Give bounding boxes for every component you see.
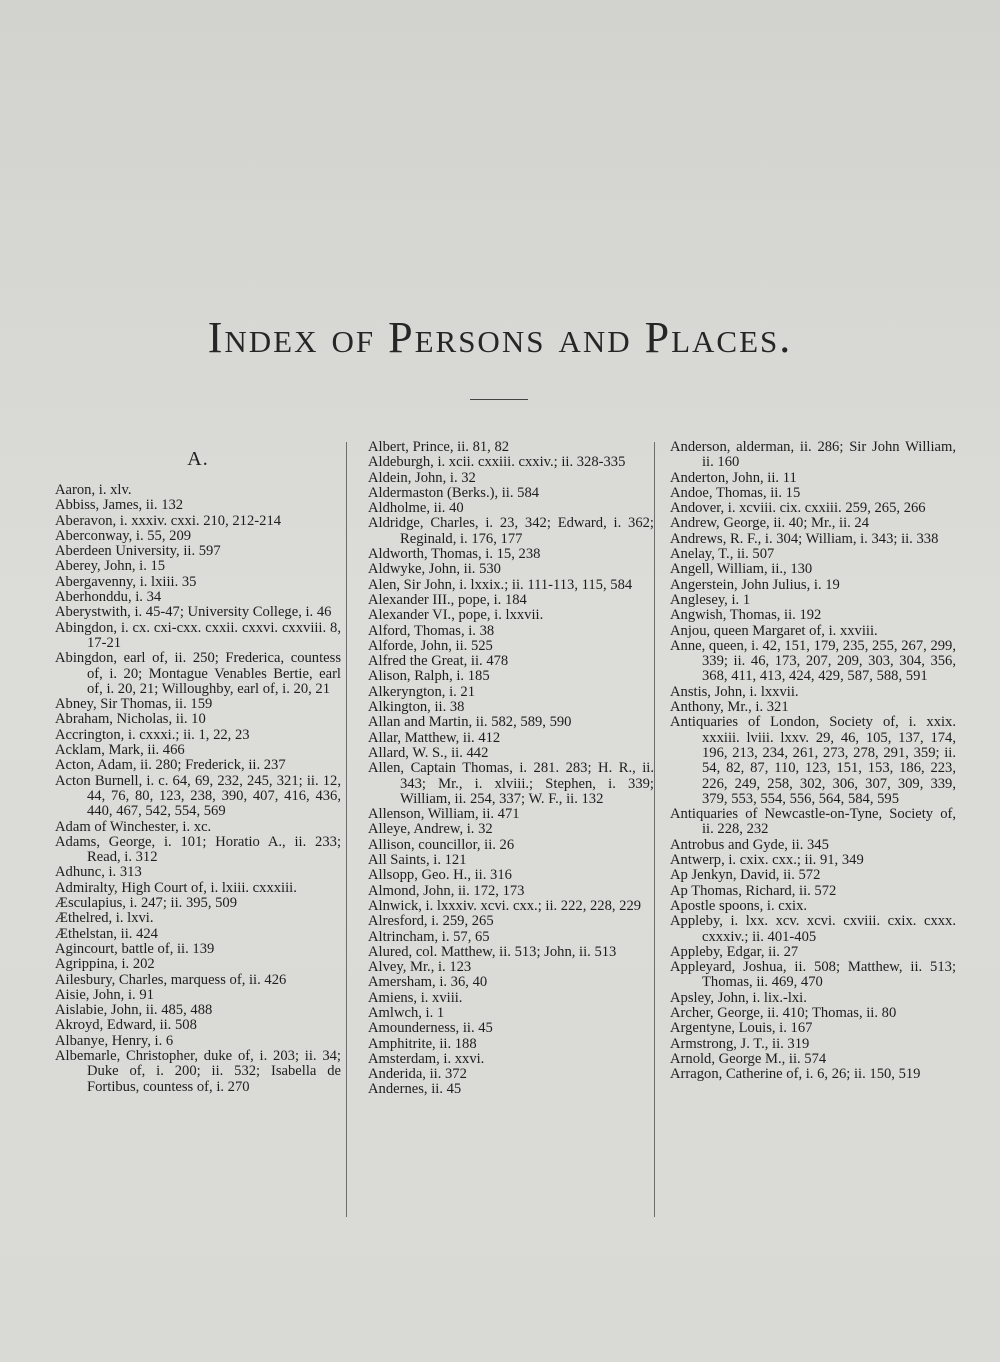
- index-entry: Alexander III., pope, i. 184: [368, 591, 527, 608]
- index-entry: Andernes, ii. 45: [368, 1081, 462, 1098]
- entry-list: [670, 440, 956, 1082]
- column-divider: [346, 442, 347, 1217]
- index-entry: Akroyd, Edward, ii. 508: [55, 1017, 197, 1034]
- index-entry: Abingdon, earl of, ii. 250; Frederica, countess of, i. 20; Montague Venables Bertie, earl of, i. 20, 21; Willoughby, earl of, i. 20, 21: [55, 650, 341, 697]
- index-entry: Abergavenny, i. lxiii. 35: [55, 573, 197, 590]
- index-entry: Alresford, i. 259, 265: [368, 913, 494, 930]
- index-entry: Alfred the Great, ii. 478: [368, 653, 509, 670]
- index-entry: Abbiss, James, ii. 132: [55, 497, 184, 514]
- index-entry: Aberconway, i. 55, 209: [55, 527, 192, 544]
- index-entry: Aaron, i. xlv.: [55, 482, 132, 498]
- index-entry: Amphitrite, ii. 188: [368, 1035, 477, 1052]
- index-entry: Angerstein, John Julius, i. 19: [670, 576, 840, 593]
- index-entry: Amsterdam, i. xxvi.: [368, 1050, 485, 1067]
- index-entry: Armstrong, J. T., ii. 319: [670, 1035, 810, 1052]
- index-entry: Albemarle, Christopher, duke of, i. 203; ii. 34; Duke of, i. 200; ii. 532; Isabella de Fortibus, countess of, i. 270: [55, 1047, 341, 1095]
- index-entry: Angell, William, ii., 130: [670, 561, 813, 578]
- index-entry: Allison, councillor, ii. 26: [368, 836, 515, 853]
- index-entry: All Saints, i. 121: [368, 852, 467, 869]
- index-entry: Antwerp, i. cxix. cxx.; ii. 91, 349: [670, 852, 864, 869]
- entry-list: [55, 483, 341, 1095]
- index-entry: Albert, Prince, ii. 81, 82: [368, 439, 510, 455]
- page-title: Index of Persons and Places.: [207, 313, 793, 362]
- index-entry: Aberhonddu, i. 34: [55, 589, 162, 606]
- index-entry: Amiens, i. xviii.: [368, 989, 463, 1006]
- index-entry: Antiquaries of Newcastle-on-Tyne, Society of, ii. 228, 232: [670, 806, 956, 838]
- index-entry: Aberystwith, i. 45-47; University College, i. 46: [55, 604, 332, 621]
- index-entry: Andover, i. xcviii. cix. cxxiii. 259, 265, 266: [670, 500, 926, 517]
- index-entry: Alvey, Mr., i. 123: [368, 959, 472, 976]
- index-entry: Andrew, George, ii. 40; Mr., ii. 24: [670, 515, 870, 532]
- index-column-1: [55, 440, 341, 1095]
- index-entry: Apsley, John, i. lix.-lxi.: [670, 989, 807, 1006]
- index-entry: Adams, George, i. 101; Horatio A., ii. 233; Read, i. 312: [55, 833, 341, 866]
- index-entry: Allar, Matthew, ii. 412: [368, 729, 501, 746]
- index-entry: Aisie, John, i. 91: [55, 986, 154, 1003]
- index-column-2: [368, 440, 654, 1098]
- index-entry: Allenson, William, ii. 471: [368, 806, 520, 823]
- index-entry: Aldworth, Thomas, i. 15, 238: [368, 546, 541, 563]
- index-entry: Amlwch, i. 1: [368, 1004, 445, 1021]
- index-entry: Ap Jenkyn, David, ii. 572: [670, 867, 821, 884]
- index-entry: Æthelred, i. lxvi.: [55, 910, 154, 927]
- index-entry: Archer, George, ii. 410; Thomas, ii. 80: [670, 1004, 897, 1021]
- index-entry: Alen, Sir John, i. lxxix.; ii. 111-113, 115, 584: [368, 576, 633, 593]
- index-entry: Arragon, Catherine of, i. 6, 26; ii. 150, 519: [670, 1066, 921, 1083]
- index-entry: Allen, Captain Thomas, i. 281. 283; H. R., ii. 343; Mr., i. xlviii.; Stephen, i. 339; William, ii. 254, 337; W. F., ii. 132: [368, 760, 654, 807]
- index-entry: Appleby, i. lxx. xcv. xcvi. cxviii. cxix. cxxx. cxxxiv.; ii. 401-405: [670, 913, 956, 945]
- index-entry: Allsopp, Geo. H., ii. 316: [368, 867, 512, 884]
- index-entry: Anthony, Mr., i. 321: [670, 699, 789, 716]
- index-entry: Aldermaston (Berks.), ii. 584: [368, 484, 540, 501]
- index-entry: Andrews, R. F., i. 304; William, i. 343; ii. 338: [670, 530, 939, 547]
- index-entry: Aislabie, John, ii. 485, 488: [55, 1002, 213, 1019]
- index-entry: Aldeburgh, i. xcii. cxxiii. cxxiv.; ii. 328-335: [368, 454, 626, 471]
- index-entry: Alford, Thomas, i. 38: [368, 622, 495, 639]
- index-entry: Aberey, John, i. 15: [55, 558, 166, 575]
- index-entry: Anne, queen, i. 42, 151, 179, 235, 255, 267, 299, 339; ii. 46, 173, 207, 209, 303, 304, 356, 368, 411, 413, 424, 429, 587, 588, 591: [670, 637, 956, 685]
- index-entry: Æsculapius, i. 247; ii. 395, 509: [55, 895, 238, 912]
- index-entry: Alleye, Andrew, i. 32: [368, 821, 493, 838]
- index-entry: Æthelstan, ii. 424: [55, 925, 158, 942]
- index-entry: Antiquaries of London, Society of, i. xxix. xxxiii. lviii. lxxv. 29, 46, 105, 137, 174, 196, 213, 234, 261, 273, 278, 291, 359; ii. 54, 82, 87, 110, 123, 151, 153, 186, 223, 226, 249, 258, 302, 306, 307, 309, 339, 379, 553, 554, 556, 564, 584, 595: [670, 714, 956, 807]
- index-entry: Arnold, George M., ii. 574: [670, 1050, 827, 1067]
- index-entry: Anstis, John, i. lxxvii.: [670, 683, 799, 700]
- index-entry: Alkington, ii. 38: [368, 699, 465, 716]
- entry-list: [368, 440, 654, 1098]
- index-entry: Allan and Martin, ii. 582, 589, 590: [368, 714, 572, 731]
- index-entry: Appleyard, Joshua, ii. 508; Matthew, ii. 513; Thomas, ii. 469, 470: [670, 959, 956, 991]
- index-entry: Anelay, T., ii. 507: [670, 546, 775, 563]
- index-entry: Alforde, John, ii. 525: [368, 637, 493, 654]
- index-entry: Alnwick, i. lxxxiv. xcvi. cxx.; ii. 222, 228, 229: [368, 897, 642, 914]
- index-entry: Andoe, Thomas, ii. 15: [670, 484, 801, 501]
- index-entry: Alkeryngton, i. 21: [368, 683, 476, 700]
- index-entry: Acklam, Mark, ii. 466: [55, 742, 185, 759]
- column-divider: [654, 442, 655, 1217]
- index-entry: Accrington, i. cxxxi.; ii. 1, 22, 23: [55, 726, 250, 743]
- index-column-3: [670, 440, 956, 1082]
- index-entry: Altrincham, i. 57, 65: [368, 928, 490, 945]
- index-entry: Angwish, Thomas, ii. 192: [670, 607, 822, 624]
- index-entry: Amounderness, ii. 45: [368, 1020, 493, 1037]
- section-letter: A.: [187, 448, 209, 470]
- index-entry: Abraham, Nicholas, ii. 10: [55, 711, 206, 728]
- index-entry: Anderson, alderman, ii. 286; Sir John William, ii. 160: [670, 439, 956, 471]
- title-divider: [470, 399, 528, 400]
- index-entry: Abingdon, i. cx. cxi-cxx. cxxii. cxxvi. cxxviii. 8, 17-21: [55, 619, 341, 651]
- index-entry: Anderton, John, ii. 11: [670, 469, 797, 486]
- index-entry: Aldwyke, John, ii. 530: [368, 561, 501, 578]
- index-entry: Allard, W. S., ii. 442: [368, 744, 489, 761]
- index-entry: Adam of Winchester, i. xc.: [55, 818, 212, 835]
- index-entry: Aldholme, ii. 40: [368, 500, 464, 517]
- index-entry: Argentyne, Louis, i. 167: [670, 1020, 813, 1037]
- index-entry: Albanye, Henry, i. 6: [55, 1032, 174, 1049]
- index-entry: Almond, John, ii. 172, 173: [368, 882, 525, 899]
- index-entry: Anderida, ii. 372: [368, 1066, 467, 1083]
- index-entry: Aldein, John, i. 32: [368, 469, 476, 486]
- index-entry: Appleby, Edgar, ii. 27: [670, 943, 799, 960]
- index-entry: Adhunc, i. 313: [55, 864, 142, 881]
- index-entry: Alison, Ralph, i. 185: [368, 668, 490, 685]
- index-entry: Acton, Adam, ii. 280; Frederick, ii. 237: [55, 757, 286, 774]
- index-entry: Agrippina, i. 202: [55, 956, 155, 973]
- index-entry: Aberavon, i. xxxiv. cxxi. 210, 212-214: [55, 512, 282, 529]
- index-entry: Antrobus and Gyde, ii. 345: [670, 836, 829, 853]
- index-entry: Anglesey, i. 1: [670, 591, 751, 608]
- index-entry: Admiralty, High Court of, i. lxiii. cxxxiii.: [55, 879, 297, 896]
- index-entry: Alexander VI., pope, i. lxxvii.: [368, 607, 544, 624]
- index-entry: Anjou, queen Margaret of, i. xxviii.: [670, 622, 878, 639]
- index-entry: Ailesbury, Charles, marquess of, ii. 426: [55, 971, 287, 988]
- index-entry: Abney, Sir Thomas, ii. 159: [55, 696, 213, 713]
- index-entry: Aldridge, Charles, i. 23, 342; Edward, i. 362; Reginald, i. 176, 177: [368, 515, 654, 547]
- index-entry: Amersham, i. 36, 40: [368, 974, 488, 991]
- index-entry: Alured, col. Matthew, ii. 513; John, ii. 513: [368, 943, 617, 960]
- index-entry: Aberdeen University, ii. 597: [55, 543, 221, 560]
- index-entry: Acton Burnell, i. c. 64, 69, 232, 245, 321; ii. 12, 44, 76, 80, 123, 238, 390, 407, 416, 436, 440, 467, 542, 554, 569: [55, 772, 341, 820]
- index-entry: Agincourt, battle of, ii. 139: [55, 940, 215, 957]
- index-entry: Ap Thomas, Richard, ii. 572: [670, 882, 837, 899]
- index-entry: Apostle spoons, i. cxix.: [670, 897, 808, 914]
